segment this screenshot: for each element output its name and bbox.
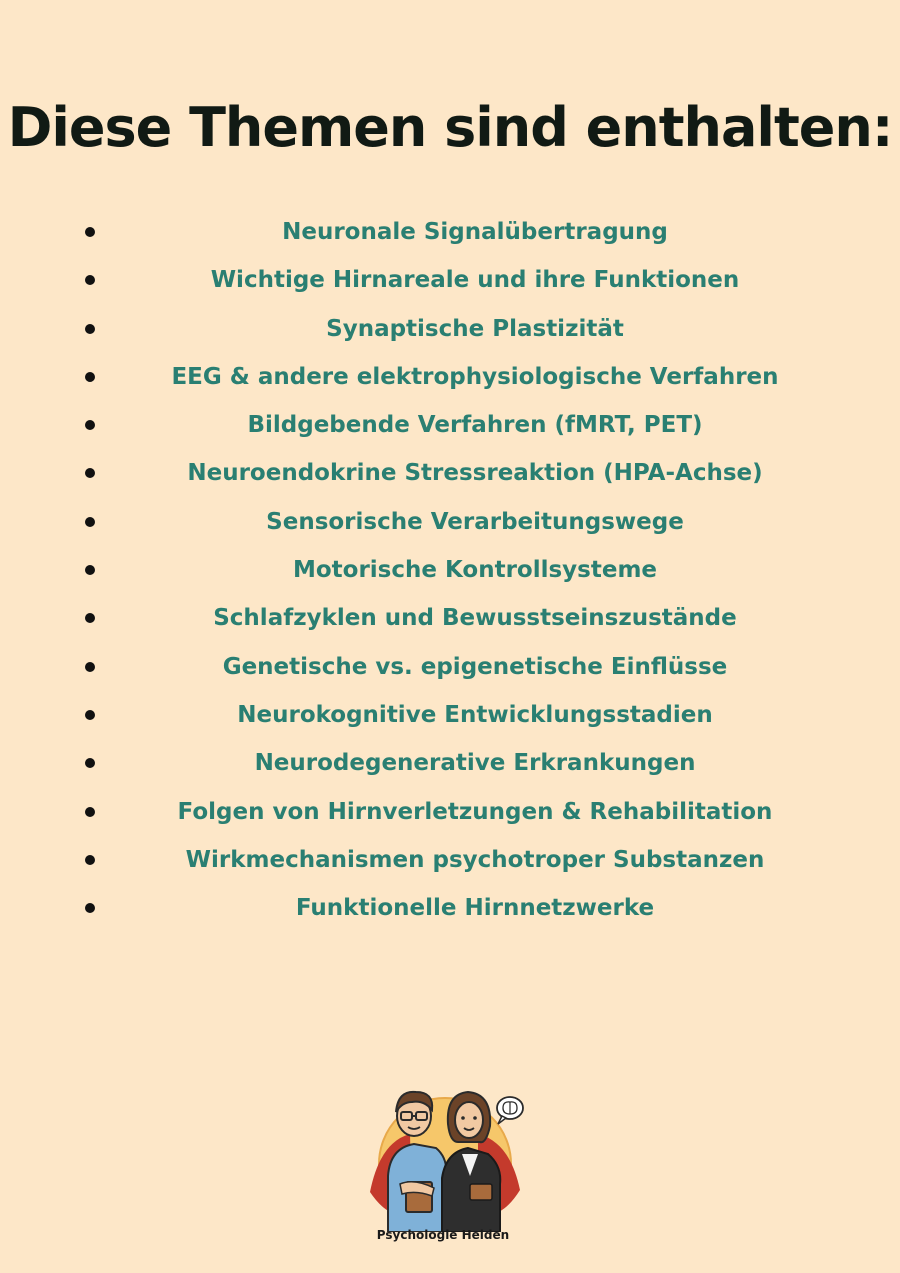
topic-label: Neurokognitive Entwicklungsstadien <box>237 701 713 728</box>
page-title: Diese Themen sind enthalten: <box>7 96 893 159</box>
brand-logo <box>350 1072 540 1232</box>
list-item <box>0 498 900 546</box>
list-item <box>0 546 900 594</box>
brand-name: Psychologie Helden <box>376 1228 510 1242</box>
list-item <box>0 353 900 401</box>
list-item <box>0 449 900 497</box>
topic-label: Neurodegenerative Erkrankungen <box>254 750 696 777</box>
superhero-psychologists-icon <box>350 1072 540 1232</box>
topic-label: Wirkmechanismen psychotroper Substanzen <box>185 846 765 873</box>
topic-label: Neuroendokrine Stressreaktion (HPA-Achse) <box>187 460 763 487</box>
topic-label: Neuronale Signalübertragung <box>282 219 668 245</box>
bullet-icon <box>85 710 95 720</box>
list-item <box>0 884 900 932</box>
list-item <box>0 836 900 884</box>
bullet-icon <box>85 807 95 817</box>
topic-label: Bildgebende Verfahren (fMRT, PET) <box>247 412 703 439</box>
list-item <box>0 739 900 787</box>
topic-label: Synaptische Plastizität <box>326 315 624 342</box>
bullet-icon <box>85 903 95 913</box>
bullet-icon <box>85 227 95 237</box>
topic-label: Motorische Kontrollsysteme <box>292 557 658 584</box>
bullet-icon <box>85 613 95 623</box>
bullet-icon <box>85 565 95 575</box>
list-item <box>0 401 900 449</box>
bullet-icon <box>85 275 95 285</box>
bullet-icon <box>85 420 95 430</box>
list-item <box>0 788 900 836</box>
topic-label: EEG & andere elektrophysiologische Verfahren <box>171 363 779 390</box>
bullet-icon <box>85 758 95 768</box>
topic-label: Folgen von Hirnverletzungen & Rehabilitation <box>177 798 773 825</box>
topic-label: Sensorische Verarbeitungswege <box>266 508 684 535</box>
list-item <box>0 256 900 304</box>
bullet-icon <box>85 855 95 865</box>
list-item <box>0 643 900 691</box>
topic-label: Funktionelle Hirnnetzwerke <box>295 895 655 922</box>
bullet-icon <box>85 662 95 672</box>
list-item <box>0 208 900 256</box>
list-item <box>0 691 900 739</box>
topic-label: Wichtige Hirnareale und ihre Funktionen <box>210 267 740 294</box>
topic-list <box>0 208 900 932</box>
bullet-icon <box>85 517 95 527</box>
bullet-icon <box>85 324 95 334</box>
bullet-icon <box>85 372 95 382</box>
bullet-icon <box>85 468 95 478</box>
list-item <box>0 594 900 642</box>
list-item <box>0 305 900 353</box>
topic-label: Schlafzyklen und Bewusstseinszustände <box>213 605 737 632</box>
topic-label: Genetische vs. epigenetische Einflüsse <box>222 653 728 680</box>
